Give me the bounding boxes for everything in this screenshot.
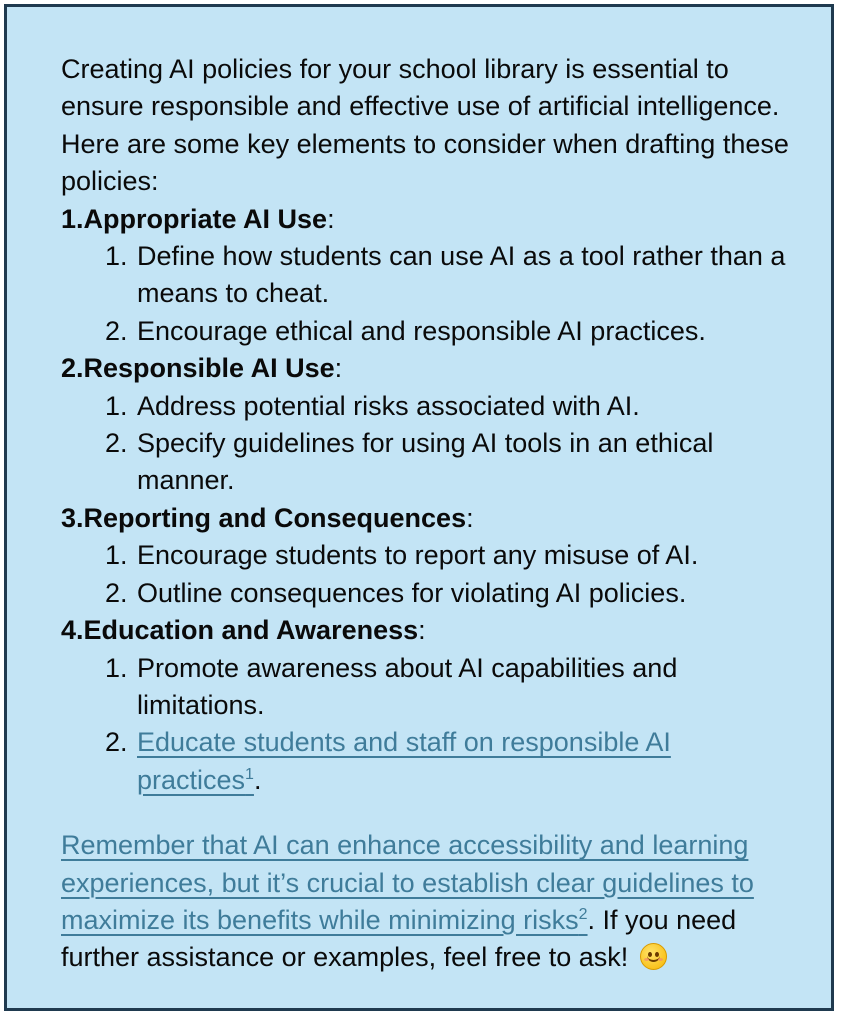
section-heading <box>61 500 801 537</box>
list-item <box>61 724 801 799</box>
section-colon: : <box>327 203 335 234</box>
item-text: Address potential risks associated with AI. <box>137 390 640 421</box>
section-colon: : <box>418 615 426 646</box>
list-item <box>61 575 801 612</box>
list-item <box>61 238 801 313</box>
section-heading <box>61 612 801 649</box>
item-number: 1. <box>105 241 128 272</box>
smiling-face-icon <box>640 943 667 970</box>
closing-text: . If you need further assistance or examples, feel free to ask! <box>61 904 737 973</box>
closing-paragraph <box>61 827 801 977</box>
section-number: 4. <box>61 615 84 646</box>
section-colon: : <box>334 353 343 384</box>
section-title: Responsible AI Use <box>83 353 335 384</box>
item-text: Encourage students to report any misuse of AI. <box>137 540 699 571</box>
item-number: 1. <box>105 652 128 683</box>
section-number: 1. <box>61 203 84 234</box>
item-number: 2. <box>105 428 128 459</box>
section-heading <box>61 350 801 387</box>
policy-section <box>61 500 801 612</box>
section-title: Appropriate AI Use <box>83 203 328 234</box>
item-number: 2. <box>105 577 128 608</box>
section-title: Reporting and Consequences <box>83 502 467 533</box>
section-heading <box>61 201 801 238</box>
section-number: 2. <box>61 353 84 384</box>
item-number: 2. <box>105 315 128 346</box>
list-item <box>61 425 801 500</box>
citation-marker: 2 <box>578 905 588 923</box>
link-text: Remember that AI can enhance accessibility and learning experiences, but it’s crucial to establish clear guidelines to maximize its benefits while minimizing risks <box>61 830 754 935</box>
section-number: 3. <box>61 502 84 533</box>
section-colon: : <box>466 502 474 533</box>
item-text <box>137 724 801 799</box>
citation-marker: 1 <box>245 765 254 783</box>
list-item <box>61 313 801 350</box>
list-item <box>61 537 801 574</box>
policy-section <box>61 612 801 799</box>
list-item <box>61 388 801 425</box>
sub-list <box>61 388 801 500</box>
item-number: 2. <box>105 727 128 758</box>
message-panel <box>4 4 834 1011</box>
item-text: Outline consequences for violating AI policies. <box>137 577 687 608</box>
item-number: 1. <box>105 540 128 571</box>
item-text: Promote awareness about AI capabilities and limitations. <box>137 652 678 720</box>
sub-list <box>61 650 801 800</box>
link-text: Educate students and staff on responsible AI practices <box>137 727 671 795</box>
item-text: Specify guidelines for using AI tools in an ethical manner. <box>137 428 714 496</box>
item-number: 1. <box>105 390 128 421</box>
section-title: Education and Awareness <box>83 615 419 646</box>
item-text: Encourage ethical and responsible AI practices. <box>137 315 706 346</box>
sub-list <box>61 238 801 350</box>
intro-paragraph: Creating AI policies for your school library is essential to ensure responsible and effective use of artificial intelligence. Here are some key elements to consider when drafting these policies: <box>61 54 789 197</box>
item-period: . <box>253 764 262 795</box>
sub-list <box>61 537 801 612</box>
list-item <box>61 650 801 725</box>
citation-link[interactable] <box>137 727 671 794</box>
policy-sections <box>61 201 801 800</box>
item-text: Define how students can use AI as a tool rather than a means to cheat. <box>137 241 786 309</box>
policy-section <box>61 350 801 500</box>
policy-section <box>61 201 801 351</box>
